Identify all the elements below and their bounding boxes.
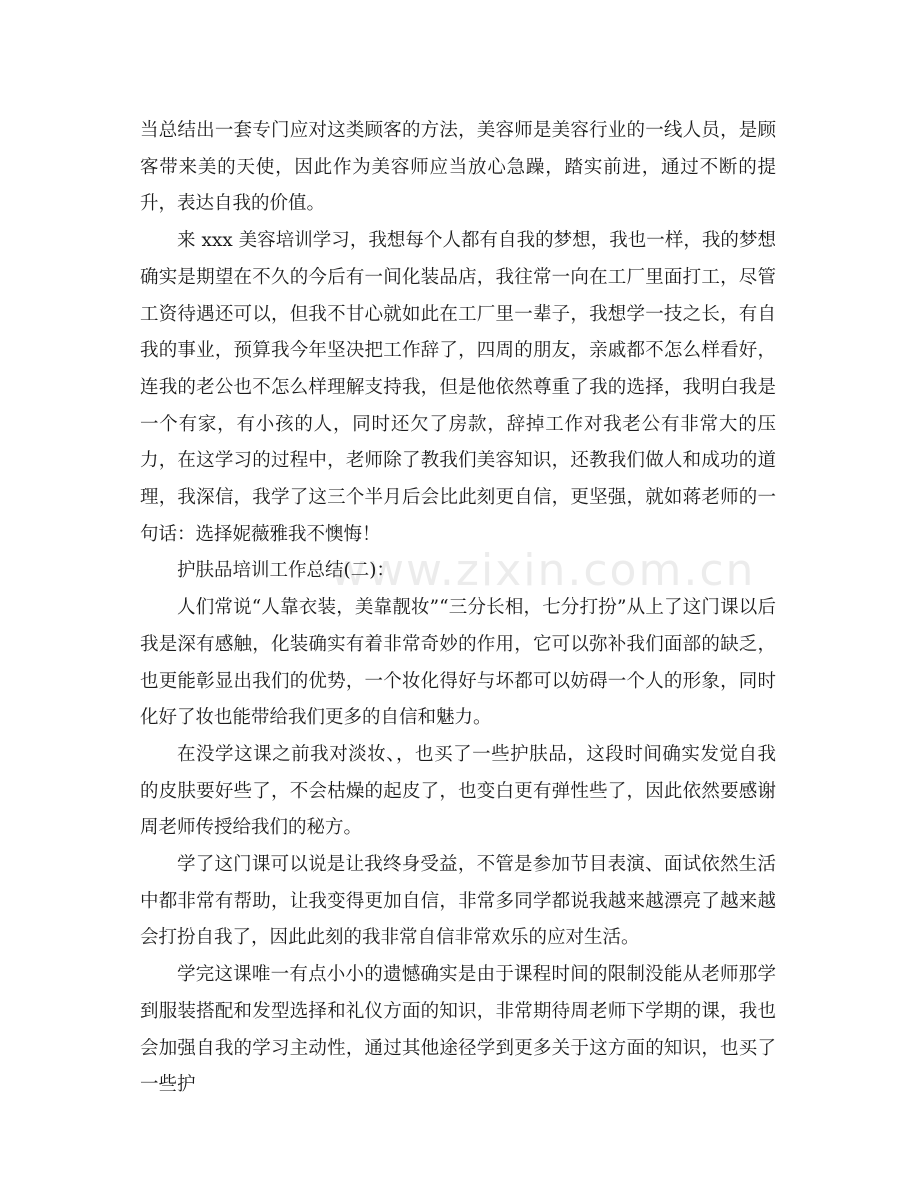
section-heading: 护肤品培训工作总结(二)： (177, 560, 395, 582)
paragraph-5: 学了这门课可以说是让我终身受益，不管是参加节目表演、面试依然生活中都非常有帮助，让我变得更加自信，非常多同学都说我越来越漂亮了越来越会打扮自我了，因此此刻的我非常自信非常欢乐的应对生活。 (140, 854, 776, 949)
paragraph-2: 来 xxx 美容培训学习，我想每个人都有自我的梦想，我也一样，我的梦想确实是期望在不久的今后有一间化装品店，我往常一向在工厂里面打工，尽管工资待遇还可以，但我不甘心就如此在工厂里一辈子，我想学一技之长，有自我的事业，预算我今年坚决把工作辞了，四周的朋友，亲戚都不怎么样看好，连我的老公也不怎么样理解支持我，但是他依然尊重了我的选择，我明白我是一个有家，有小孩的人，同时还欠了房款，辞掉工作对我老公有非常大的压力，在这学习的过程中，老师除了教我们美容知识，还教我们做人和成功的道理，我深信，我学了这三个半月后会比此刻更自信，更坚强，就如蒋老师的一句话：选择妮薇雅我不懊悔！ (140, 230, 776, 545)
paragraph-6: 学完这课唯一有点小小的遗憾确实是由于课程时间的限制没能从老师那学到服装搭配和发型选择和礼仪方面的知识，非常期待周老师下学期的课，我也会加强自我的学习主动性，通过其他途径学到更多关于这方面的知识，也买了一些护 (140, 964, 776, 1096)
paragraph-3: 人们常说“人靠衣装，美靠靓妆”“三分长相，七分打扮”从上了这门课以后我是深有感触，化装确实有着非常奇妙的作用，它可以弥补我们面部的缺乏，也更能彰显出我们的优势，一个妆化得好与坏都可以妨碍一个人的形象，同时化好了妆也能带给我们更多的自信和魅力。 (140, 597, 776, 729)
paragraph-1: 当总结出一套专门应对这类顾客的方法，美容师是美容行业的一线人员，是顾客带来美的天使，因此作为美容师应当放心急躁，踏实前进，通过不断的提升，表达自我的价值。 (140, 120, 776, 215)
document-body (140, 113, 776, 1104)
watermark-text: www.zixin.com.cn (330, 545, 756, 596)
paragraph-4: 在没学这课之前我对淡妆、，也买了一些护肤品，这段时间确实发觉自我的皮肤要好些了，不会枯燥的起皮了，也变白更有弹性些了，因此依然要感谢周老师传授给我们的秘方。 (140, 743, 776, 839)
